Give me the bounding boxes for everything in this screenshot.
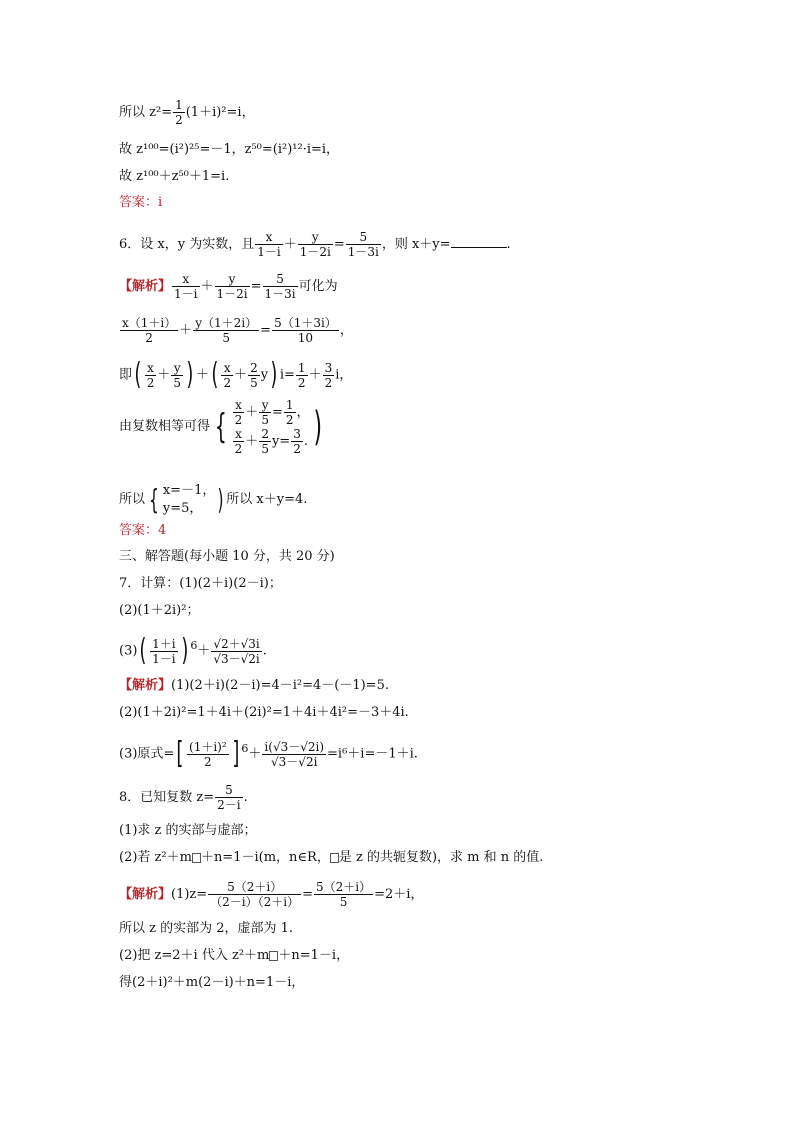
solution-6-line-e: 所以 { x=－1， y=5， ) 所以 x＋y=4. [119,483,308,516]
answer-value: i [158,195,163,210]
answer-blank [451,235,507,248]
text: 所以 z²= [119,105,173,120]
missing-glyph [330,853,339,863]
solution-8-line-2: 所以 z 的实部为 2，虚部为 1. [119,921,294,936]
solution-6-line-d: 由复数相等可得 { $\frac{x}{2}$ ＋ $\frac{y}{5}$ = $\frac{1}{2}$ ， $\frac{x}{2}$ ＋ $\frac{2}{5}$ y= $\frac{3}{2}$ . ) [119,398,322,456]
question-7-line-1: 7．计算：(1)(2＋i)(2－i)； [119,576,282,591]
question-7-line-3: (3)( $\frac{1+i}{1-i}$ ) $^6$＋ $\frac{√2+√3i}{√3-√2i}$ . [119,633,267,668]
solution-8-line-1: 【解析】(1)z= $\frac{5(2+i)}{(2-i)(2+i)}$ = $\frac{5(2+i)}{5}$ =2＋i， [119,880,424,909]
solution-6-line-b: $\frac{x(1+i)}{2}$ ＋ $\frac{y(1+2i)}{5}$ = $\frac{5(1+3i)}{10}$ ， [122,316,353,345]
solution-7-line-1: 【解析】(1)(2＋i)(2－i)=4－i²=4－(－1)=5. [119,678,389,693]
question-6: 6．设 x，y 为实数，且 $\frac{x}{1-i}$ ＋ $\frac{y}{1-2i}$ = $\frac{5}{1-3i}$ ，则 x＋y= . [119,230,511,259]
question-8-line-1: 8．已知复数 z= $\frac{5}{2-i}$ . [119,783,248,812]
equation-system: $\frac{x}{2}$ ＋ $\frac{y}{5}$ = $\frac{1}{2}$ ， $\frac{x}{2}$ ＋ $\frac{2}{5}$ y= $\frac{3}{2}$ . [234,398,310,456]
section-3-heading: 三、解答题(每小题 10 分，共 20 分) [119,549,335,564]
line-z-squared [119,98,255,127]
question-8-line-2: (1)求 z 的实部与虚部； [119,823,257,838]
text: (1＋i)²=i， [185,105,255,120]
answer-1 [119,194,162,212]
solution-7-line-2: (2)(1＋2i)²=1＋4i＋(2i)²=1＋4i＋4i²=－3＋4i. [119,705,409,720]
solution-6-line-c: 即( $\frac{x}{2}$ ＋ $\frac{y}{5}$ ) ＋( $\frac{x}{2}$ ＋ $\frac{2}{5}$ y) i= $\frac{1}{2}$ ＋ $\frac{3}{2}$ i， [119,357,353,392]
fraction: $\frac{1}{2}$ [175,98,183,127]
question-7-line-2: (2)(1＋2i)²； [119,603,200,618]
solution-6-line-a: 【解析】 $\frac{x}{1-i}$ ＋ $\frac{y}{1-2i}$ = $\frac{5}{1-3i}$ 可化为 [119,272,338,301]
solution-7-line-3: (3)原式=[ $\frac{\text{(1＋i)²}}{2}$ ] $^6$＋ $\frac{i(√3-√2i)}{√3-√2i}$ =i⁶＋i=－1＋i. [119,736,418,771]
answer-label: 答案： [119,195,159,210]
line-sum: 故 z¹⁰⁰＋z⁵⁰＋1=i. [119,169,230,184]
question-8-line-3: (2)若 z²＋m ＋n=1－i(m，n∈R， 是 z 的共轭复数)，求 m 和 n 的值. [119,850,544,865]
analysis-tag: 【解析】 [119,279,172,294]
solution-8-line-4: 得(2＋i)²＋m(2－i)＋n=1－i， [119,975,305,990]
missing-glyph [192,853,201,863]
line-z100: 故 z¹⁰⁰=(i²)²⁵=－1，z⁵⁰=(i²)¹²·i=i， [119,142,340,157]
answer-2: 答案：4 [119,523,167,538]
solution-8-line-3: (2)把 z=2＋i 代入 z²＋m ＋n=1－i， [119,948,350,963]
